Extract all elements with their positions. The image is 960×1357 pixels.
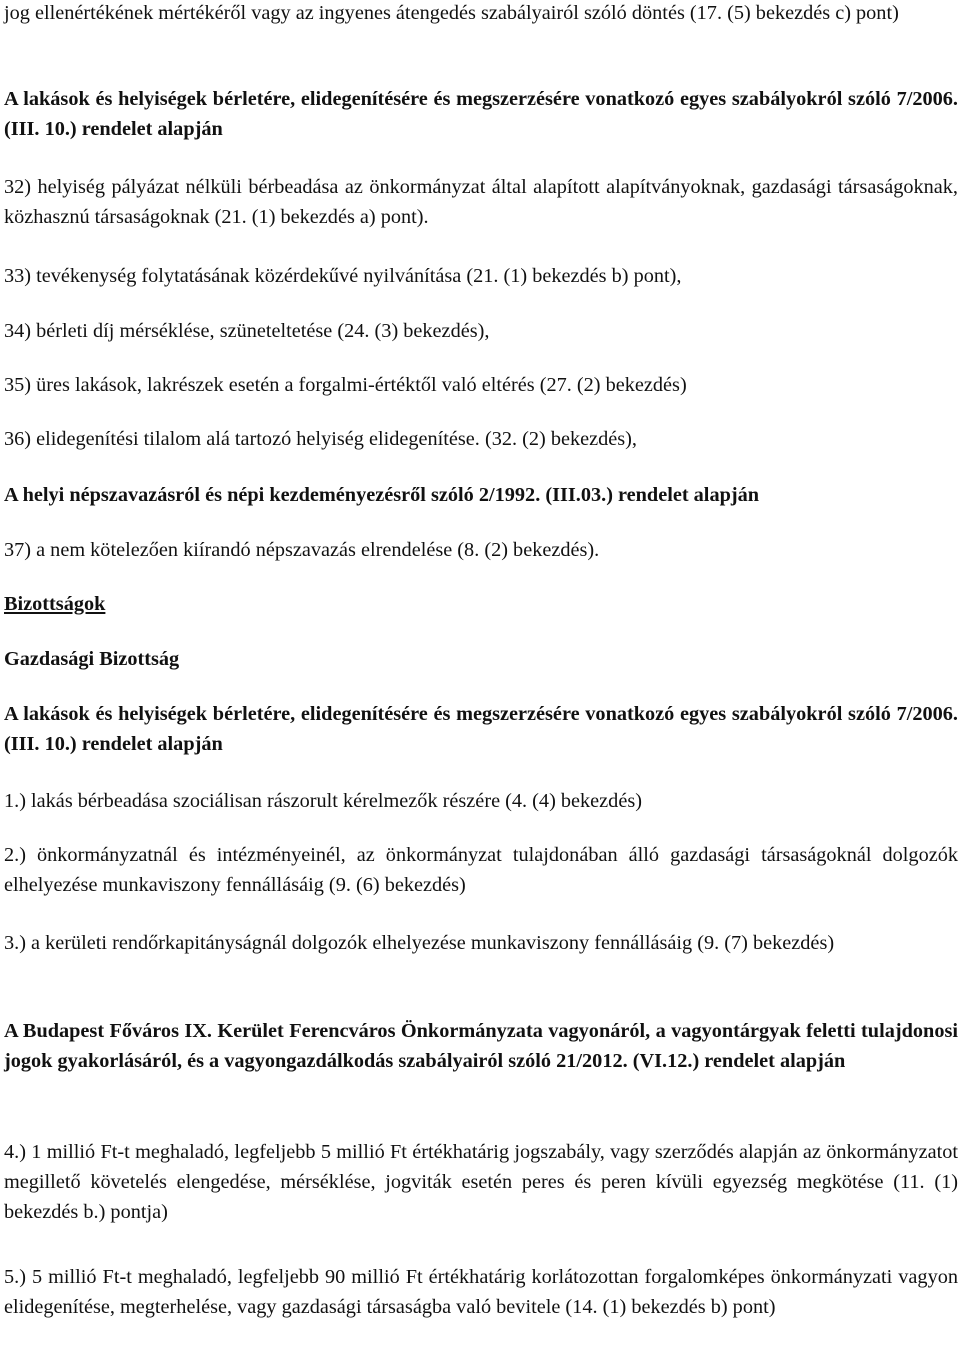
list-item-1: 1.) lakás bérbeadása szociálisan rászorult kérelmezők részére (4. (4) bekezdés) [4,790,642,812]
subsection-title-gazdasagi-bizottsag: Gazdasági Bizottság [4,648,180,670]
list-item-35: 35) üres lakások, lakrészek esetén a forgalmi-értéktől való eltérés (27. (2) bekezdés) [4,374,687,396]
section-title-bizottsagok: Bizottságok [4,593,106,615]
heading-vagyon-rendelet: A Budapest Főváros IX. Kerület Ferencváros Önkormányzata vagyonáról, a vagyontárgyak feletti tulajdonosi jogok gyakorlásáról, és a vagyongazdálkodás szabályairól szóló 21/2012. (VI.12.) rendelet alapján [4,1020,958,1072]
heading-lakasok-rendelet: A lakások és helyiségek bérletére, elidegenítésére és megszerzésére vonatkozó egyes szabályokról szóló 7/2006. (III. 10.) rendelet alapján [4,88,958,140]
heading-nepszavazas-rendelet: A helyi népszavazásról és népi kezdeményezésről szóló 2/1992. (III.03.) rendelet alapján [4,484,760,506]
list-item-37: 37) a nem kötelezően kiírandó népszavazás elrendelése (8. (2) bekezdés). [4,539,600,561]
list-item-36: 36) elidegenítési tilalom alá tartozó helyiség elidegenítése. (32. (2) bekezdés), [4,428,637,450]
list-item-34: 34) bérleti díj mérséklése, szüneteltetése (24. (3) bekezdés), [4,320,490,342]
list-item-4: 4.) 1 millió Ft-t meghaladó, legfeljebb 5 millió Ft értékhatárig jogszabály, vagy szerződés alapján az önkormányzatot megillető követelés elengedése, mérséklése, jogviták esetén peres és peren kívüli egyezség megkötése (11. (1) bekezdés b.) pontja) [4,1141,958,1223]
list-item-32: 32) helyiség pályázat nélküli bérbeadása az önkormányzat által alapított alapítványoknak, gazdasági társaságoknak, közhasznú társaságoknak (21. (1) bekezdés a) pont). [4,176,958,228]
list-item-5: 5.) 5 millió Ft-t meghaladó, legfeljebb 90 millió Ft értékhatárig korlátozottan forgalomképes önkormányzati vagyon elidegenítése, megterhelése, vagy gazdasági társaságba való bevitele (14. (1) bekezdés b) pont) [4,1266,958,1318]
list-item-3: 3.) a kerületi rendőrkapitányságnál dolgozók elhelyezése munkaviszony fennállásáig (9. (7) bekezdés) [4,932,835,954]
list-item-33: 33) tevékenység folytatásának közérdekűvé nyilvánítása (21. (1) bekezdés b) pont), [4,265,682,287]
list-item-2: 2.) önkormányzatnál és intézményeinél, az önkormányzat tulajdonában álló gazdasági társaságoknál dolgozók elhelyezése munkaviszony fennállásáig (9. (6) bekezdés) [4,844,958,896]
heading-lakasok-rendelet-2: A lakások és helyiségek bérletére, elidegenítésére és megszerzésére vonatkozó egyes szabályokról szóló 7/2006. (III. 10.) rendelet alapján [4,703,958,755]
paragraph-continuation: jog ellenértékének mértékéről vagy az ingyenes átengedés szabályairól szóló döntés (17. (5) bekezdés c) pont) [4,2,899,24]
